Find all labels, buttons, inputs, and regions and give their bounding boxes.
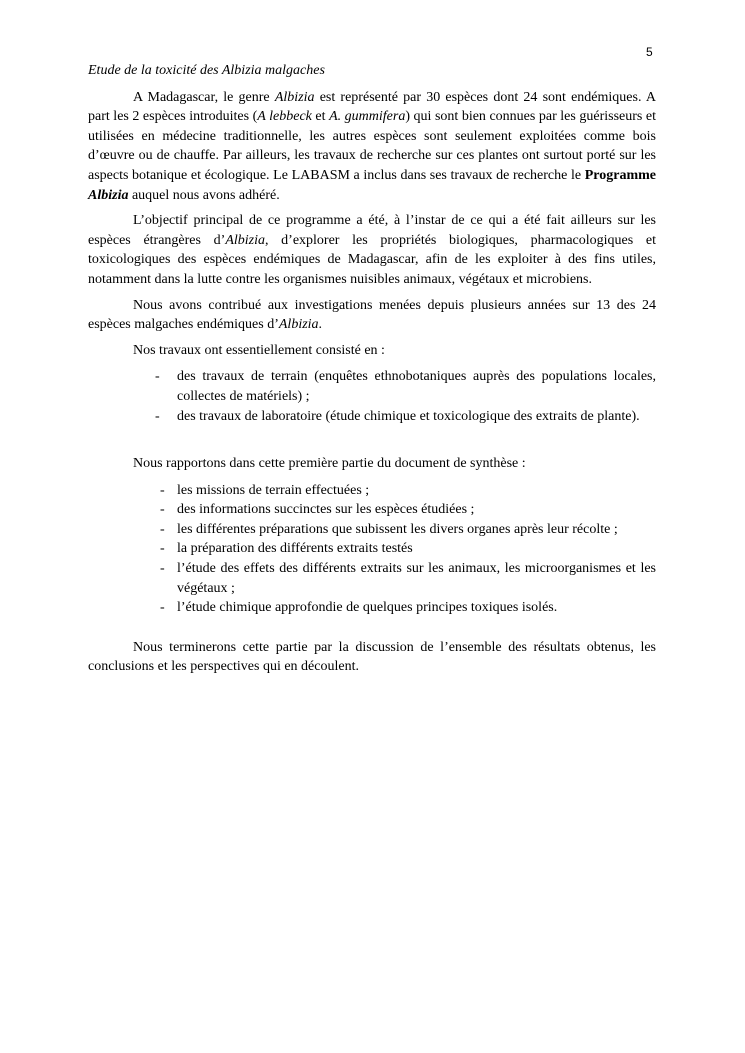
list-item: - des informations succinctes sur les espèces étudiées ; [177, 500, 656, 520]
spacer [88, 432, 656, 454]
paragraph-report-intro: Nous rapportons dans cette première partie du document de synthèse : [133, 456, 526, 472]
list-item: - la préparation des différents extraits testés [177, 539, 656, 559]
paragraph-objective: L’objectif principal de ce programme a été, à l’instar de ce qui a été fait ailleurs sur les espèces étrangères d’Albizia, d’explorer les propriétés biologiques, pharmacologiques et toxicologiques des espèces endémiques de Madagascar, afin de les exploiter à des fins utiles, notamment dans la lutte contre les organismes nuisibles animaux, végétaux et microbiens. [88, 213, 657, 287]
running-title: Etude de la toxicité des Albizia malgaches [88, 63, 325, 78]
report-list [177, 481, 656, 618]
list-item: - les différentes préparations que subissent les divers organes après leur récolte ; [177, 520, 656, 540]
paragraph-conclusion: Nous terminerons cette partie par la discussion de l’ensemble des résultats obtenus, les conclusions et les perspectives qui en découlent. [88, 639, 656, 675]
list-item: - des travaux de terrain (enquêtes ethnobotaniques auprès des populations locales, collectes de matériels) ; [177, 367, 656, 406]
list-item: - l’étude chimique approfondie de quelques principes toxiques isolés. [177, 598, 656, 618]
document-body [88, 61, 656, 683]
list-item: - les missions de terrain effectuées ; [177, 481, 656, 501]
spacer [88, 624, 656, 638]
page-number: 5 [646, 45, 653, 59]
list-item: - des travaux de laboratoire (étude chimique et toxicologique des extraits de plante). [177, 407, 656, 427]
paragraph-work-intro: Nos travaux ont essentiellement consisté en : [133, 342, 385, 358]
paragraph-contribution: Nous avons contribué aux investigations menées depuis plusieurs années sur 13 des 24 espèces malgaches endémiques d’Albizia. [88, 297, 656, 333]
work-list [177, 367, 656, 426]
list-item: - l’étude des effets des différents extraits sur les animaux, les microorganismes et les végétaux ; [177, 559, 656, 598]
paragraph-intro: A Madagascar, le genre Albizia est représenté par 30 espèces dont 24 sont endémiques. A part les 2 espèces introduites (A lebbeck et A. gummifera) qui sont bien connues par les guérisseurs et utilisées en médecine traditionnelle, les autres espèces sont seulement exploitées comme bois d’œuvre ou de chauffe. Par ailleurs, les travaux de recherche sur ces plantes ont surtout porté sur les aspects botanique et écologique. Le LABASM a inclus dans ses travaux de recherche le Programme Albizia auquel nous avons adhéré. [88, 89, 657, 203]
